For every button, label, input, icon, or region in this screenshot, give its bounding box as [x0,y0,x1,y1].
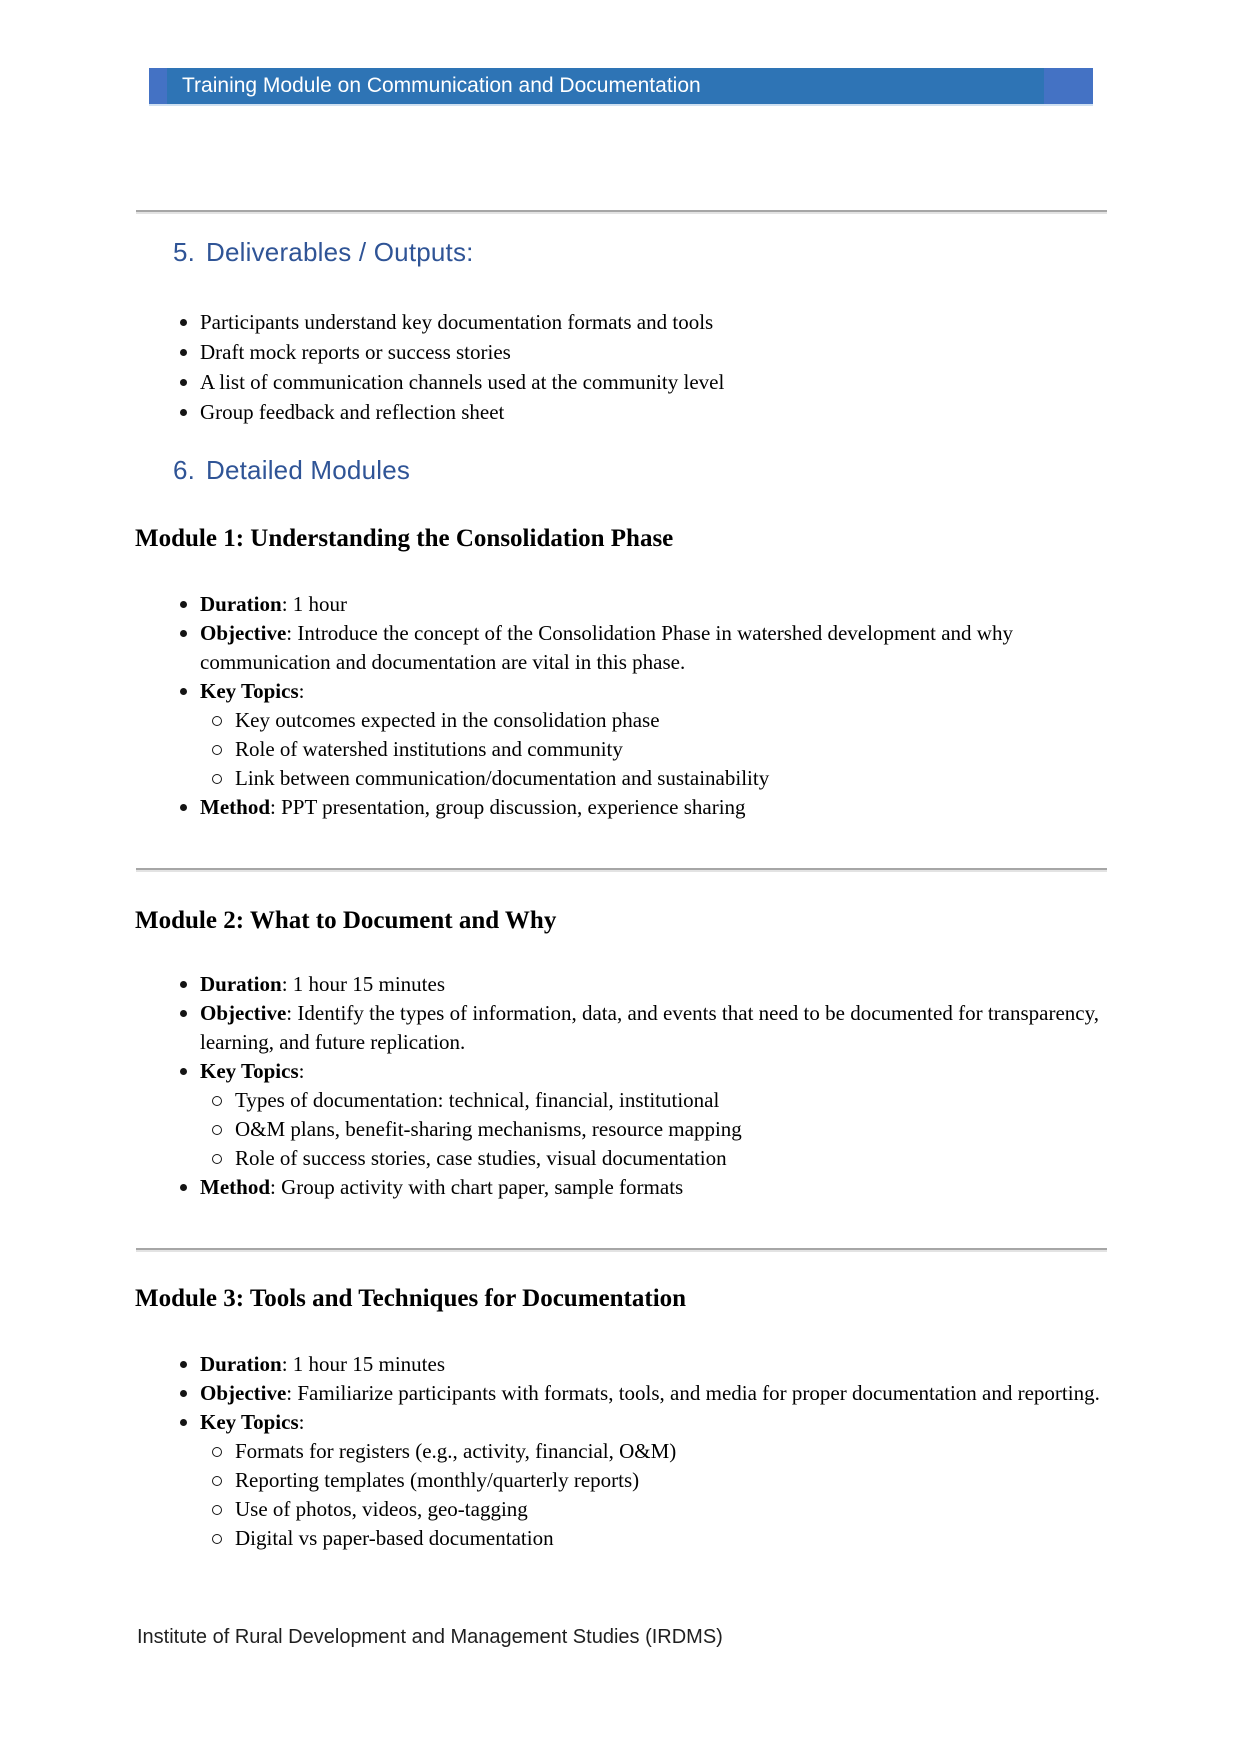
sub-item-text: Digital vs paper-based documentation [235,1526,554,1550]
deliverables-list [136,307,1107,427]
list-item [136,367,1107,397]
bullet-icon [180,1419,187,1426]
bullet-text: : [298,1410,305,1434]
module-3-list [136,1350,1107,1553]
bullet-label: Objective [200,1001,287,1025]
list-item-text: Participants understand key documentation formats and tools [200,310,714,334]
bullet-text: : Familiarize participants with formats, tools, and media for proper documentation and reporting. [286,1381,1100,1405]
header-title: Training Module on Communication and Documentation [167,68,1044,104]
list-item [136,1350,1107,1379]
module-1-list [136,590,1107,822]
module-1-title: Module 1: Understanding the Consolidation Phase [135,525,674,552]
bullet-label: Duration [200,592,282,616]
bullet-icon [180,1010,187,1017]
list-item [136,793,1107,822]
list-item [136,1173,1107,1202]
bullet-icon [180,379,187,386]
sub-item-text: Use of photos, videos, geo-tagging [235,1497,528,1521]
bullet-icon [180,1184,187,1191]
sub-list-item [136,1086,1107,1115]
list-item [136,1057,1107,1086]
bullet-text: : 1 hour [281,592,348,616]
module-3-title: Module 3: Tools and Techniques for Documentation [135,1285,687,1312]
bullet-label: Key Topics [200,679,299,703]
bullet-icon [180,1390,187,1397]
sub-list-item [136,1466,1107,1495]
bullet-label: Key Topics [200,1059,299,1083]
section-number: 6. [173,455,196,485]
list-item [136,590,1107,619]
section-heading-deliverables [173,233,474,271]
header-accent-right [1044,68,1093,104]
bullet-icon [180,349,187,356]
sub-item-text: Key outcomes expected in the consolidation phase [235,708,660,732]
horizontal-rule [136,210,1107,214]
horizontal-rule [136,1248,1107,1252]
bullet-icon [180,1361,187,1368]
sub-list-item [136,735,1107,764]
bullet-text: : Identify the types of information, data, and events that need to be documented for transparency, learning, and future replication. [200,1001,1099,1054]
sub-list-item [136,706,1107,735]
bullet-icon [180,601,187,608]
list-item [136,1379,1107,1408]
module-2-title: Module 2: What to Document and Why [135,907,557,934]
circle-bullet-icon [212,1534,222,1544]
horizontal-rule [136,868,1107,872]
circle-bullet-icon [212,716,222,726]
sub-list-item [136,1115,1107,1144]
module-2-list [136,970,1107,1202]
bullet-icon [180,804,187,811]
bullet-icon [180,688,187,695]
bullet-icon [180,630,187,637]
list-item-text: Draft mock reports or success stories [200,340,511,364]
bullet-text: : [298,1059,305,1083]
bullet-text: : [298,679,305,703]
list-item [136,307,1107,337]
list-item [136,999,1107,1057]
list-item [136,677,1107,706]
sub-list-item [136,1144,1107,1173]
bullet-icon [180,981,187,988]
sub-list-item [136,764,1107,793]
bullet-label: Key Topics [200,1410,299,1434]
circle-bullet-icon [212,1476,222,1486]
bullet-icon [180,319,187,326]
sub-item-text: Reporting templates (monthly/quarterly reports) [235,1468,640,1492]
list-item [136,337,1107,367]
sub-item-text: O&M plans, benefit-sharing mechanisms, resource mapping [235,1117,742,1141]
list-item [136,619,1107,677]
bullet-text: : 1 hour 15 minutes [281,972,446,996]
section-title: Deliverables / Outputs: [206,237,474,267]
circle-bullet-icon [212,774,222,784]
section-number: 5. [173,237,196,267]
bullet-label: Method [200,1175,270,1199]
sub-item-text: Role of success stories, case studies, visual documentation [235,1146,727,1170]
sub-list-item [136,1524,1107,1553]
section-heading-detailed-modules [173,451,410,489]
bullet-label: Objective [200,1381,287,1405]
circle-bullet-icon [212,1125,222,1135]
bullet-label: Duration [200,1352,282,1376]
bullet-text: : 1 hour 15 minutes [281,1352,446,1376]
sub-item-text: Link between communication/documentation and sustainability [235,766,770,790]
sub-item-text: Formats for registers (e.g., activity, financial, O&M) [235,1439,677,1463]
list-item [136,970,1107,999]
header-accent-left [149,68,167,104]
bullet-icon [180,409,187,416]
list-item-text: A list of communication channels used at the community level [200,370,725,394]
list-item [136,1408,1107,1437]
list-item [136,397,1107,427]
sub-item-text: Role of watershed institutions and community [235,737,623,761]
sub-list-item [136,1437,1107,1466]
bullet-icon [180,1068,187,1075]
circle-bullet-icon [212,1447,222,1457]
circle-bullet-icon [212,1096,222,1106]
bullet-label: Objective [200,621,287,645]
circle-bullet-icon [212,745,222,755]
header-banner [149,68,1093,104]
bullet-label: Method [200,795,270,819]
bullet-label: Duration [200,972,282,996]
section-title: Detailed Modules [206,455,411,485]
page-footer: Institute of Rural Development and Management Studies (IRDMS) [137,1626,723,1648]
list-item-text: Group feedback and reflection sheet [200,400,505,424]
bullet-text: : Group activity with chart paper, sample formats [270,1175,684,1199]
sub-list-item [136,1495,1107,1524]
circle-bullet-icon [212,1505,222,1515]
bullet-text: : PPT presentation, group discussion, experience sharing [270,795,746,819]
sub-item-text: Types of documentation: technical, financial, institutional [235,1088,720,1112]
circle-bullet-icon [212,1154,222,1164]
bullet-text: : Introduce the concept of the Consolidation Phase in watershed development and why communication and documentation are vital in this phase. [200,621,1013,674]
